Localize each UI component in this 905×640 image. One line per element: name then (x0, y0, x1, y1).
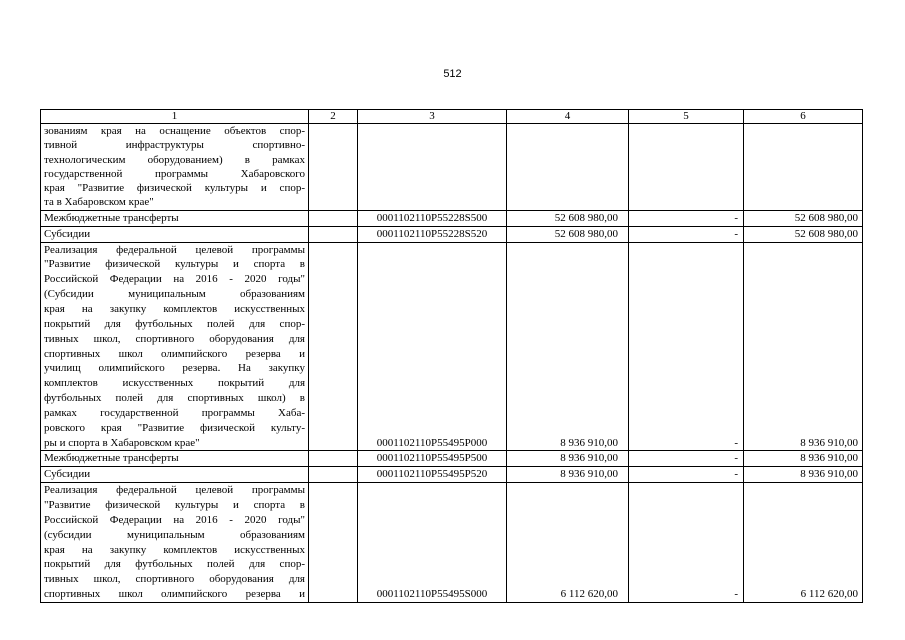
row-amount: 8 936 910,00 (507, 467, 629, 483)
row-name-line: училищ олимпийского резерва. На закупку (44, 362, 305, 375)
row-name-line: технологическим оборудованием) в рамках (44, 153, 305, 166)
table-row (41, 210, 863, 226)
table-row (41, 451, 863, 467)
row-name-line: "Развитие физической культуры и спорта в (44, 499, 305, 512)
column-header-4: 4 (507, 110, 629, 124)
row-name-line: спортивных школ олимпийского резерва и (44, 588, 305, 601)
row-code: 0001102110P55495P520 (358, 467, 507, 483)
page-number: 512 (443, 68, 462, 80)
row-col2 (309, 210, 358, 226)
row-name-line: тивной инфраструктуры спортивно- (44, 139, 305, 152)
row-amount: 6 112 620,00 (507, 483, 629, 603)
row-name-line: покрытий для футбольных полей для спор- (44, 317, 305, 330)
column-header-6: 6 (744, 110, 863, 124)
row-total: 8 936 910,00 (744, 451, 863, 467)
row-amount: 52 608 980,00 (507, 210, 629, 226)
row-code: 0001102110P55495P500 (358, 451, 507, 467)
row-code: 0001102110P55495P000 (358, 242, 507, 451)
row-col5: - (629, 242, 744, 451)
row-col2 (309, 226, 358, 242)
row-name-line: Реализация федеральной целевой программы (44, 243, 305, 256)
row-name-line: зованиям края на оснащение объектов спор- (44, 125, 305, 137)
row-name-line: та в Хабаровском крае" (44, 196, 154, 209)
row-name (41, 483, 309, 603)
row-total: 8 936 910,00 (744, 467, 863, 483)
row-amount: 52 608 980,00 (507, 226, 629, 242)
row-name-line: ровского края "Развитие физической культу- (44, 421, 305, 434)
table-row (41, 226, 863, 242)
row-col2 (309, 467, 358, 483)
row-total: 8 936 910,00 (744, 242, 863, 451)
row-col2 (309, 124, 358, 211)
row-col5 (629, 124, 744, 211)
row-name-line: "Развитие физической культуры и спорта в (44, 258, 305, 271)
table-row (41, 242, 863, 451)
row-name-line: Реализация федеральной целевой программы (44, 484, 305, 497)
row-total (744, 124, 863, 211)
row-col2 (309, 483, 358, 603)
table-header-row (41, 110, 863, 124)
row-name-line: края на закупку комплектов искусственных (44, 543, 305, 556)
row-name-line: футбольных полей для спортивных школ) в (44, 392, 305, 405)
row-name: Субсидии (41, 226, 309, 242)
row-name-line: рамках государственной программы Хаба- (44, 406, 305, 419)
row-col5: - (629, 210, 744, 226)
row-total: 52 608 980,00 (744, 210, 863, 226)
row-total: 6 112 620,00 (744, 483, 863, 603)
row-name-line: комплектов искусственных покрытий для (44, 377, 305, 390)
column-header-5: 5 (629, 110, 744, 124)
table-row (41, 483, 863, 603)
row-name-line: спортивных школ олимпийского резерва и (44, 347, 305, 360)
budget-table (40, 109, 863, 603)
row-amount: 8 936 910,00 (507, 242, 629, 451)
row-name: Межбюджетные трансферты (41, 451, 309, 467)
row-name-line: Российской Федерации на 2016 - 2020 годы" (44, 273, 305, 286)
row-name-line: покрытий для футбольных полей для спор- (44, 558, 305, 571)
row-name (41, 242, 309, 451)
row-name: Межбюджетные трансферты (41, 210, 309, 226)
row-name-line: (субсидии муниципальным образованиям (44, 528, 305, 541)
row-col5: - (629, 483, 744, 603)
row-name-line: края "Развитие физической культуры и спор- (44, 182, 305, 195)
column-header-1: 1 (41, 110, 309, 124)
table-row (41, 124, 863, 211)
row-col2 (309, 451, 358, 467)
row-code (358, 124, 507, 211)
row-amount: 8 936 910,00 (507, 451, 629, 467)
row-name-line: Российской Федерации на 2016 - 2020 годы" (44, 513, 305, 526)
row-col5: - (629, 226, 744, 242)
row-name-line: ры и спорта в Хабаровском крае" (44, 436, 200, 449)
row-col5: - (629, 467, 744, 483)
row-name-line: края на закупку комплектов искусственных (44, 302, 305, 315)
row-name-line: тивных школ, спортивного оборудования для (44, 332, 305, 345)
row-name-line: (Субсидии муниципальным образованиям (44, 288, 305, 301)
row-name: Субсидии (41, 467, 309, 483)
row-amount (507, 124, 629, 211)
table-row (41, 467, 863, 483)
row-name-line: тивных школ, спортивного оборудования для (44, 573, 305, 586)
row-col5: - (629, 451, 744, 467)
column-header-2: 2 (309, 110, 358, 124)
row-col2 (309, 242, 358, 451)
row-name-line: государственной программы Хабаровского (44, 167, 305, 180)
column-header-3: 3 (358, 110, 507, 124)
row-total: 52 608 980,00 (744, 226, 863, 242)
row-code: 0001102110P55495S000 (358, 483, 507, 603)
row-name (41, 124, 309, 211)
row-code: 0001102110P55228S500 (358, 210, 507, 226)
row-code: 0001102110P55228S520 (358, 226, 507, 242)
